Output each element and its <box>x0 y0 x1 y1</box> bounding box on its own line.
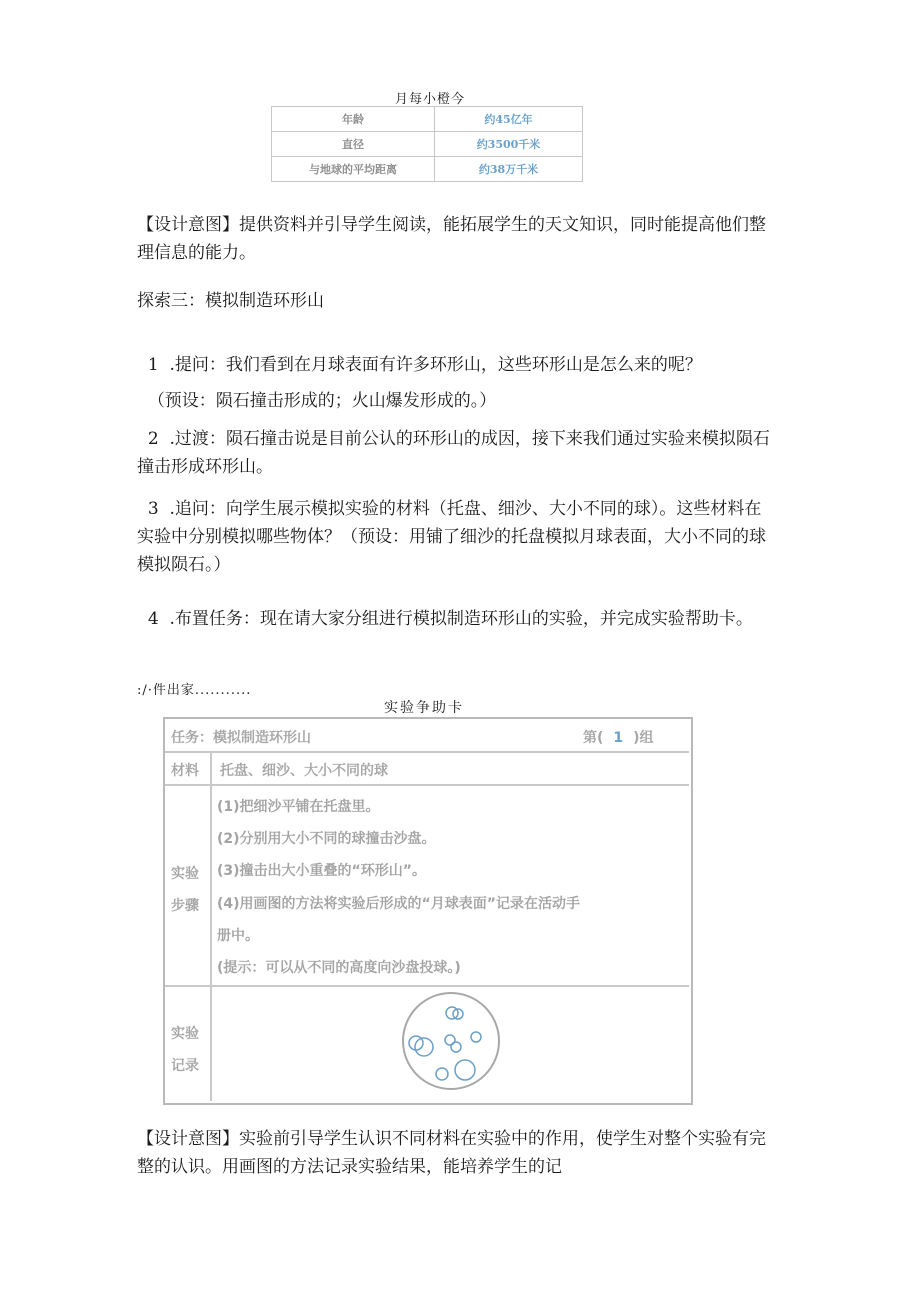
step-4-cont: 册中。 <box>217 928 259 944</box>
row-value-age: 约45亿年 <box>435 107 583 132</box>
crater-mark <box>436 1068 448 1080</box>
material-label: 材料 <box>171 763 199 779</box>
row-value-distance: 约38万千米 <box>435 157 583 182</box>
crater-mark <box>471 1032 481 1042</box>
design-intent-2: 【设计意图】实验前引导学生认识不同材料在实验中的作用，使学生对整个实验有完整的认识。用画图的方法记录实验结果，能培养学生的记 <box>137 1129 766 1177</box>
table-row <box>272 132 583 157</box>
item-number: 1 <box>147 355 159 375</box>
item-text: .过渡：陨石撞击说是目前公认的环形山的成因，接下来我们通过实验来模拟陨石撞击形成环形山。 <box>137 429 770 477</box>
step-3: (3)撞击出大小重叠的“环形山”。 <box>217 863 426 879</box>
row-label-age: 年龄 <box>272 107 435 132</box>
figure-caption-small: :/·件出家........... <box>137 683 252 698</box>
moon-table-caption: 月每小橙今 <box>395 92 466 107</box>
item-text: .追问：向学生展示模拟实验的材料（托盘、细沙、大小不同的球）。这些材料在实验中分别模拟哪些物体？（预设：用铺了细沙的托盘模拟月球表面，大小不同的球模拟陨石。） <box>137 499 766 575</box>
crater-drawing <box>396 988 506 1096</box>
row-label-distance: 与地球的平均距离 <box>272 157 435 182</box>
crater-mark <box>415 1038 433 1056</box>
item-number: 3 <box>147 499 159 519</box>
list-item <box>137 467 777 579</box>
record-label: 实验 记录 <box>171 1026 199 1074</box>
group-number: 第( 1 )组 <box>583 730 654 746</box>
section-title: 探索三：模拟制造环形山 <box>137 291 324 311</box>
moon-data-table <box>271 106 583 182</box>
material-text: 托盘、细沙、大小不同的球 <box>220 763 388 779</box>
step-2: (2)分别用大小不同的球撞击沙盘。 <box>217 831 436 847</box>
step-1: (1)把细沙平铺在托盘里。 <box>217 799 380 815</box>
item-text: .布置任务：现在请大家分组进行模拟制造环形山的实验，并完成实验帮助卡。 <box>169 609 753 629</box>
steps-label: 实验 步骤 <box>171 866 199 914</box>
row-label-diameter: 直径 <box>272 132 435 157</box>
item-number: 4 <box>147 609 159 629</box>
step-hint: (提示：可以从不同的高度向沙盘投球。) <box>217 960 461 976</box>
task-label: 任务：模拟制造环形山 <box>171 730 311 746</box>
crater-mark <box>451 1042 461 1052</box>
step-4: (4)用画图的方法将实验后形成的“月球表面”记录在活动手 <box>217 896 580 912</box>
item-number: 2 <box>147 429 159 449</box>
item-text: （预设：陨石撞击形成的；火山爆发形成的。） <box>147 391 497 411</box>
crater-mark <box>455 1060 475 1080</box>
design-intent-1: 【设计意图】提供资料并引导学生阅读，能拓展学生的天文知识，同时能提高他们整理信息的能力。 <box>137 215 766 263</box>
row-value-diameter: 约3500千米 <box>435 132 583 157</box>
table-row <box>272 157 583 182</box>
card-title: 实验争助卡 <box>384 700 464 716</box>
item-text: .提问：我们看到在月球表面有许多环形山，这些环形山是怎么来的呢？ <box>169 355 702 375</box>
table-row <box>272 107 583 132</box>
list-item <box>137 577 777 633</box>
